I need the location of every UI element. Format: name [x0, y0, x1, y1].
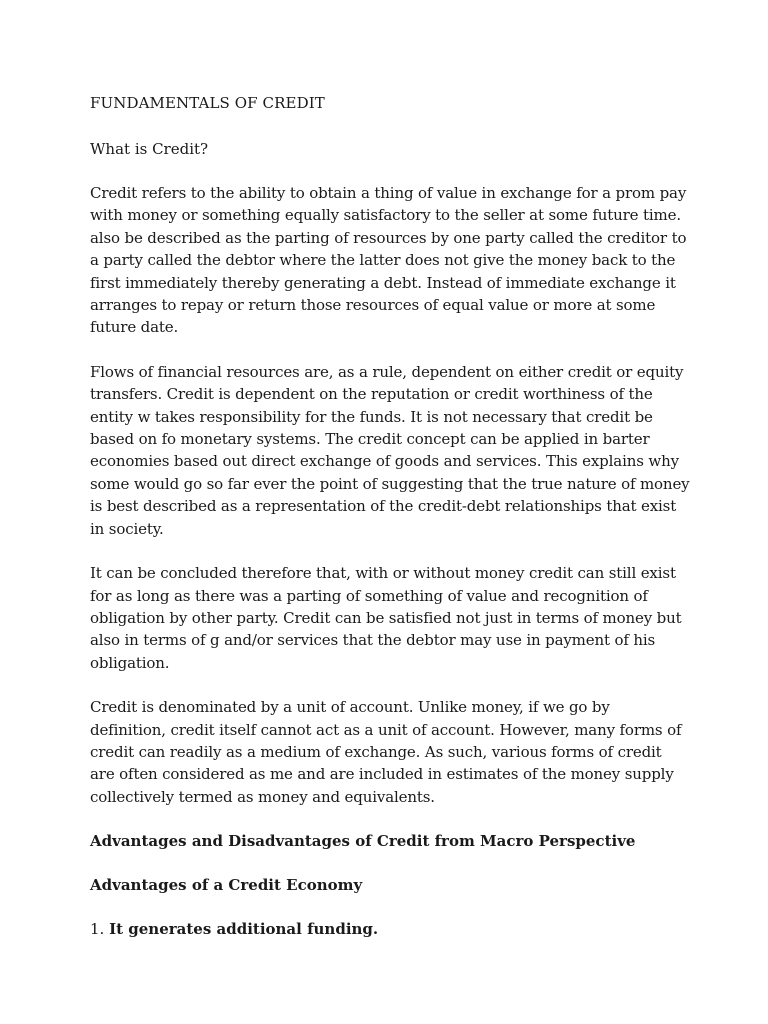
- heading-advantages-credit-economy: Advantages of a Credit Economy: [90, 876, 363, 895]
- list-item-text: It generates additional funding.: [109, 920, 379, 939]
- heading-advantages-disadvantages: Advantages and Disadvantages of Credit from Macro Perspective: [90, 832, 636, 851]
- document-title: FUNDAMENTALS OF CREDIT: [90, 94, 325, 112]
- paragraph-financial-flows: Flows of financial resources are, as a rule, dependent on either credit or equity transfers. Credit is dependent on the reputation or credit worthiness of the entity w takes responsibility for the funds. It is not necessary that credit be based on fo monetary systems. The credit concept can be applied in barter economies based out direct exchange of goods and services. This explains why some would go so far ever the point of suggesting that the true nature of money is best described as a representation of the credit-debt relationships that exist in society.: [90, 362, 690, 538]
- list-item: [90, 918, 690, 940]
- paragraph-credit-definition: Credit refers to the ability to obtain a thing of value in exchange for a prom pay with money or something equally satisfactory to the seller at some future time. also be described as the parting of resources by one party called the creditor to a party called the debtor where the latter does not give the money back to the first immediately thereby generating a debt. Instead of immediate exchange it arranges to repay or return those resources of equal value or more at some future date.: [90, 184, 687, 337]
- list-item-number: 1.: [90, 920, 105, 939]
- paragraph-conclusion: It can be concluded therefore that, with or without money credit can still exist for as long as there was a parting of something of value and recognition of obligation by other party. Credit can be satisfied not just in terms of money but also in terms of g and/or services that the debtor may use in payment of his obligation.: [90, 564, 682, 672]
- document-page: [90, 92, 690, 940]
- section-question: What is Credit?: [90, 140, 209, 158]
- paragraph-unit-of-account: Credit is denominated by a unit of account. Unlike money, if we go by definition, credit itself cannot act as a unit of account. However, many forms of credit can readily as a medium of exchange. As such, various forms of credit are often considered as me and are included in estimates of the money supply collectively termed as money and equivalents.: [90, 698, 682, 806]
